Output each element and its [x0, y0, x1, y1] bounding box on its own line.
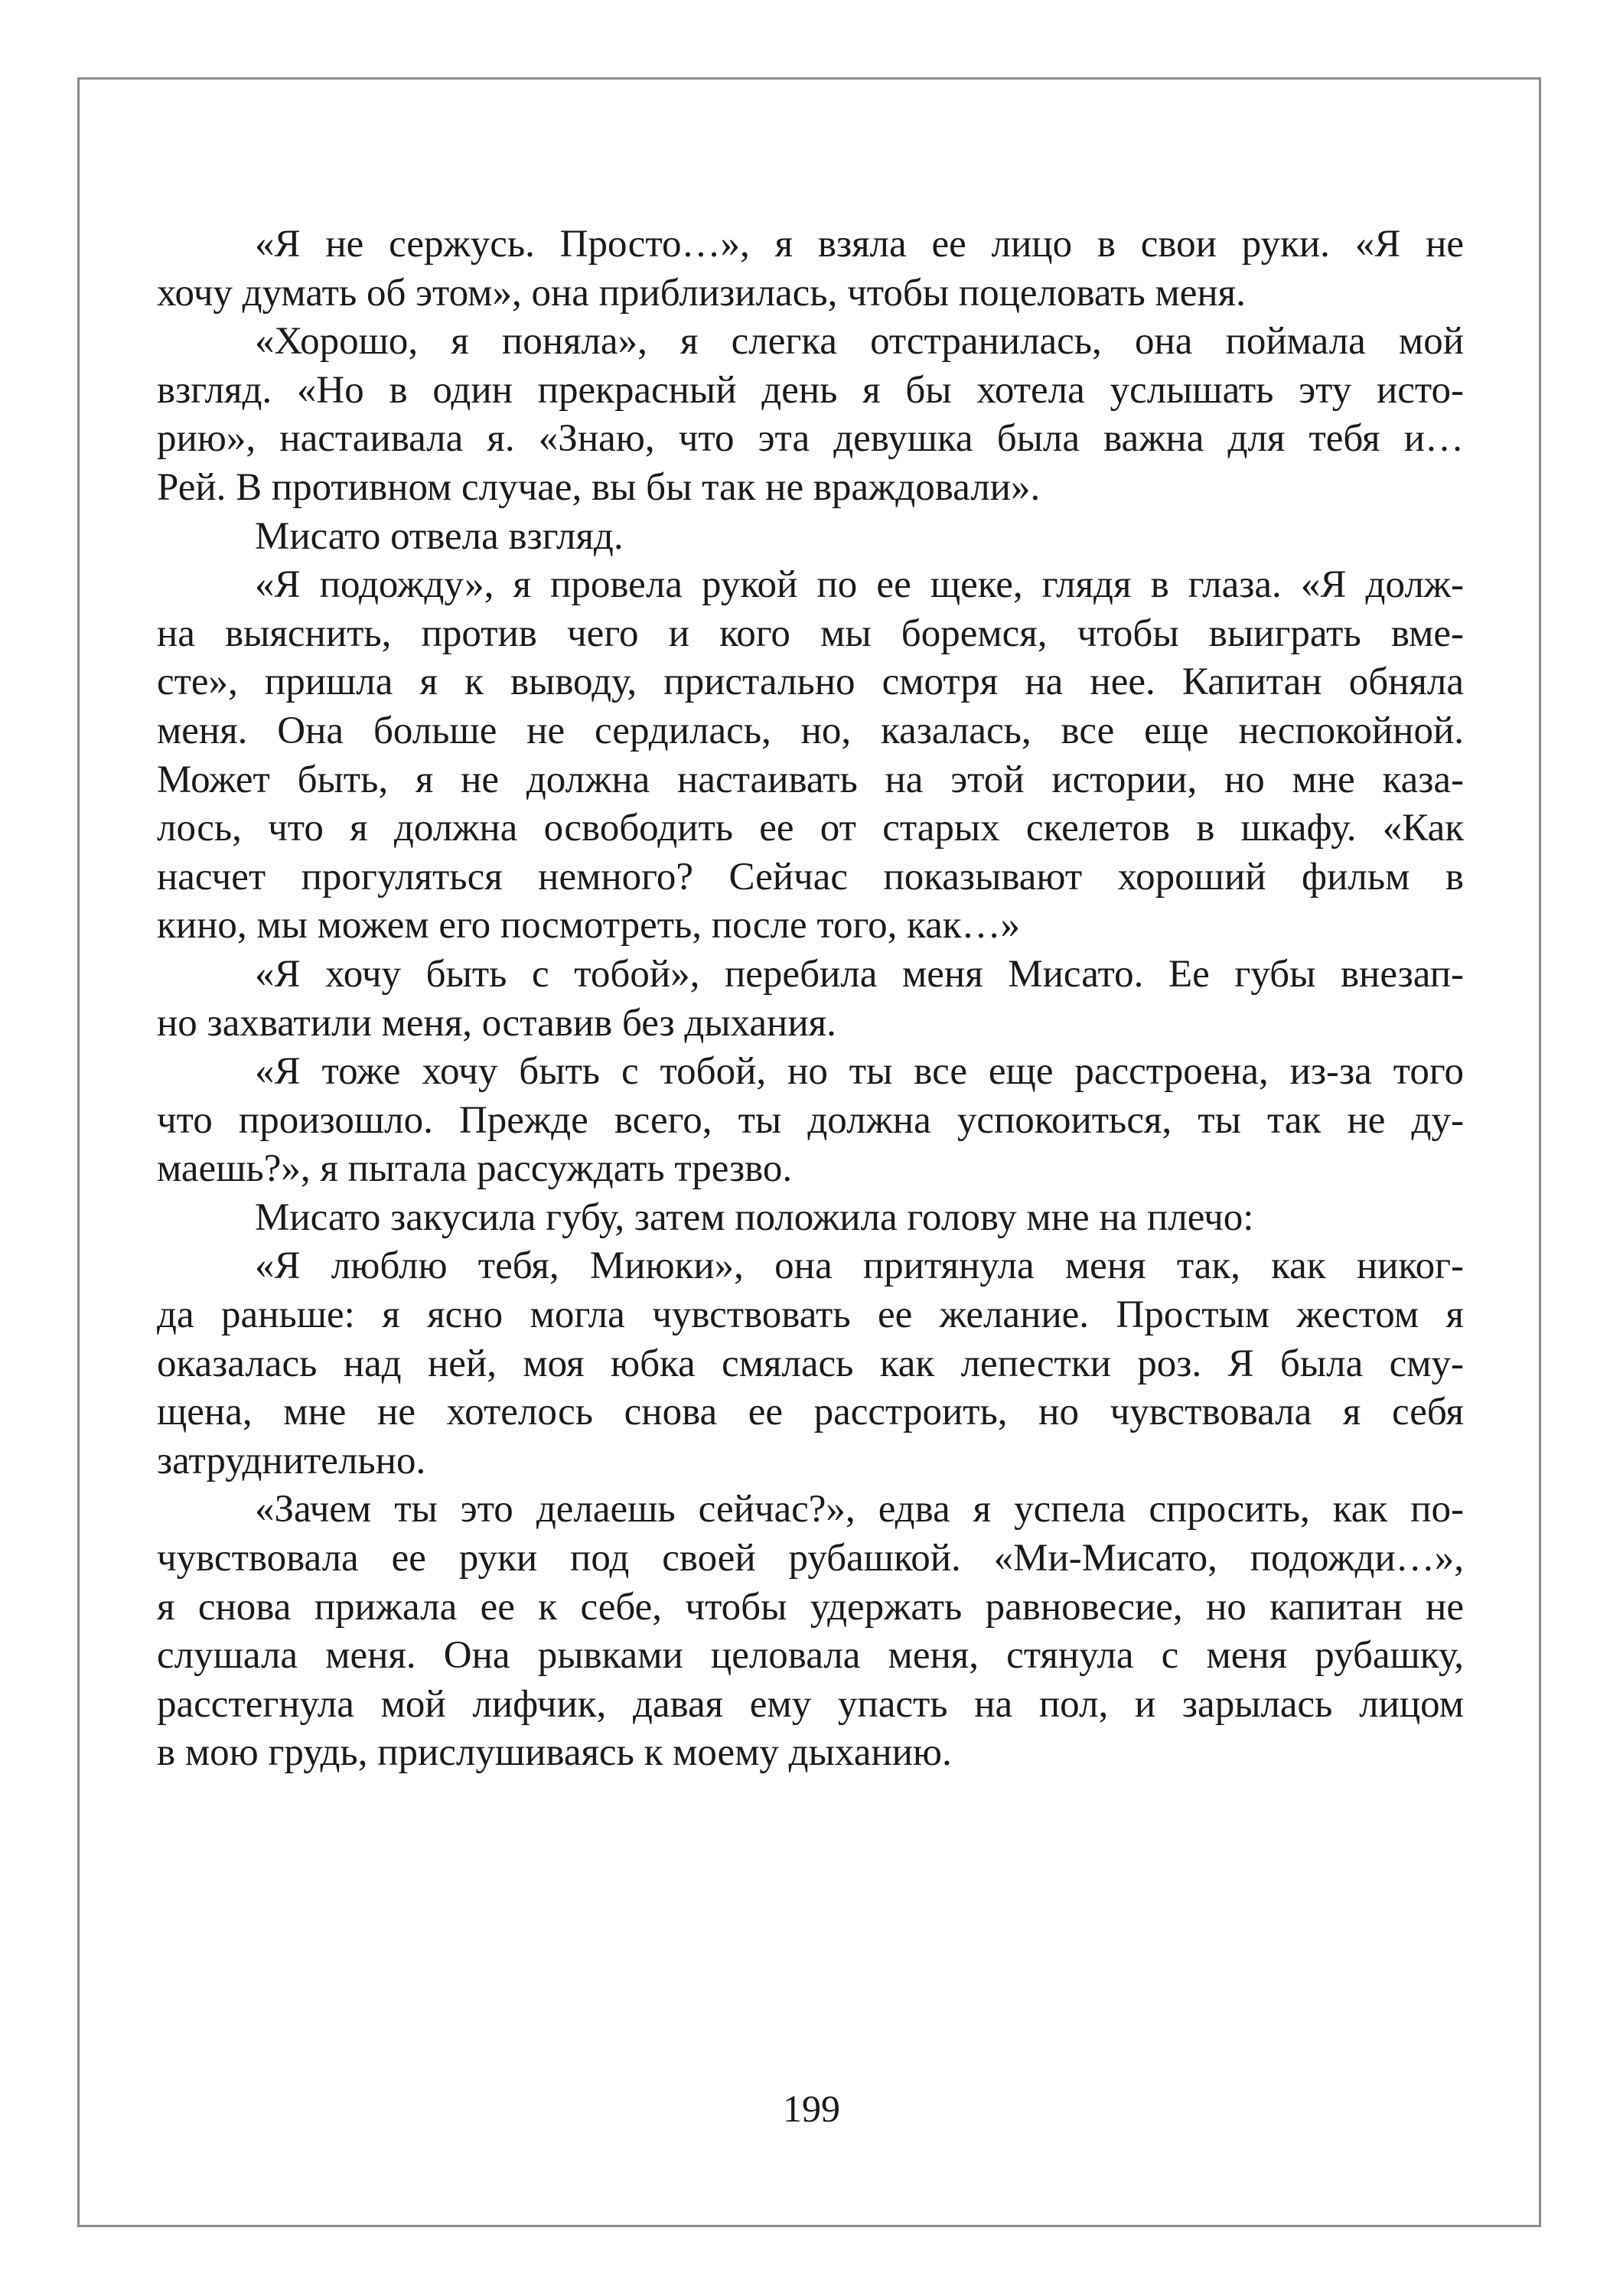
text-line: Мисато отвела взгляд.: [255, 514, 624, 558]
text-line: что произошло. Прежде всего, ты должна успокоиться, ты так не ду-: [157, 1098, 1464, 1142]
page-number: 199: [783, 2087, 840, 2130]
text-line: чувствовала ее руки под своей рубашкой. «Ми-Мисато, подожди…»,: [157, 1537, 1464, 1580]
text-line: «Я люблю тебя, Миюки», она притянула меня так, как никог-: [255, 1244, 1464, 1288]
text-line: маешь?», я пытала рассуждать трезво.: [157, 1147, 793, 1191]
text-line: хочу думать об этом», она приблизилась, чтобы поцеловать меня.: [157, 271, 1246, 315]
text-line: затруднительно.: [157, 1439, 426, 1482]
paragraph: [157, 1194, 1464, 1243]
text-line: «Я не сержусь. Просто…», я взяла ее лицо в свои руки. «Я не: [255, 223, 1464, 266]
text-line: расстегнула мой лифчик, давая ему упасть на пол, и зарылась лицом: [157, 1682, 1464, 1726]
text-line: насчет прогуляться немного? Сейчас показывают хороший фильм в: [157, 855, 1464, 899]
paragraph: [157, 220, 1464, 318]
paragraph: [157, 1048, 1464, 1194]
text-line: «Я хочу быть с тобой», перебила меня Мисато. Ее губы внезап-: [255, 952, 1464, 996]
paragraph: [157, 318, 1464, 512]
text-line: щена, мне не хотелось снова ее расстроить, но чувствовала я себя: [157, 1391, 1464, 1434]
text-line: «Зачем ты это делаешь сейчас?», едва я успела спросить, как по-: [255, 1488, 1464, 1531]
text-line: я снова прижала ее к себе, чтобы удержать равновесие, но капитан не: [157, 1585, 1464, 1629]
text-line: Может быть, я не должна настаивать на этой истории, но мне каза-: [157, 758, 1464, 801]
text-line: да раньше: я ясно могла чувствовать ее желание. Простым жестом я: [157, 1293, 1464, 1337]
paragraph: [157, 1242, 1464, 1486]
text-line: оказалась над ней, моя юбка смялась как лепестки роз. Я была сму-: [157, 1342, 1464, 1385]
text-line: лось, что я должна освободить ее от старых скелетов в шкафу. «Как: [157, 807, 1464, 850]
paragraph: [157, 1486, 1464, 1778]
text-line: кино, мы можем его посмотреть, после того, как…»: [157, 904, 1021, 947]
text-line: «Хорошо, я поняла», я слегка отстранилась, она поймала мой: [255, 320, 1464, 364]
text-line: но захватили меня, оставив без дыхания.: [157, 1001, 836, 1045]
text-line: Мисато закусила губу, затем положила голову мне на плечо:: [255, 1195, 1254, 1239]
text-line: рию», настаивала я. «Знаю, что эта девушка была важна для тебя и…: [157, 417, 1464, 461]
text-line: меня. Она больше не сердилась, но, казалась, все еще неспокойной.: [157, 709, 1464, 752]
text-line: взгляд. «Но в один прекрасный день я бы хотела услышать эту исто-: [157, 368, 1464, 412]
body-text: [157, 220, 1464, 1778]
paragraph: [157, 513, 1464, 562]
paragraph: [157, 561, 1464, 951]
text-line: «Я тоже хочу быть с тобой, но ты все еще расстроена, из-за того: [255, 1050, 1464, 1094]
text-line: «Я подожду», я провела рукой по ее щеке, глядя в глаза. «Я долж-: [255, 563, 1464, 607]
paragraph: [157, 951, 1464, 1048]
text-line: сте», пришла я к выводу, пристально смотря на нее. Капитан обняла: [157, 660, 1464, 704]
text-line: слушала меня. Она рывками целовала меня, стянула с меня рубашку,: [157, 1634, 1464, 1678]
text-line: Рей. В противном случае, вы бы так не враждовали».: [157, 465, 1041, 509]
text-line: в мою грудь, прислушиваясь к моему дыханию.: [157, 1731, 952, 1775]
text-line: на выяснить, против чего и кого мы боремся, чтобы выиграть вме-: [157, 612, 1464, 655]
